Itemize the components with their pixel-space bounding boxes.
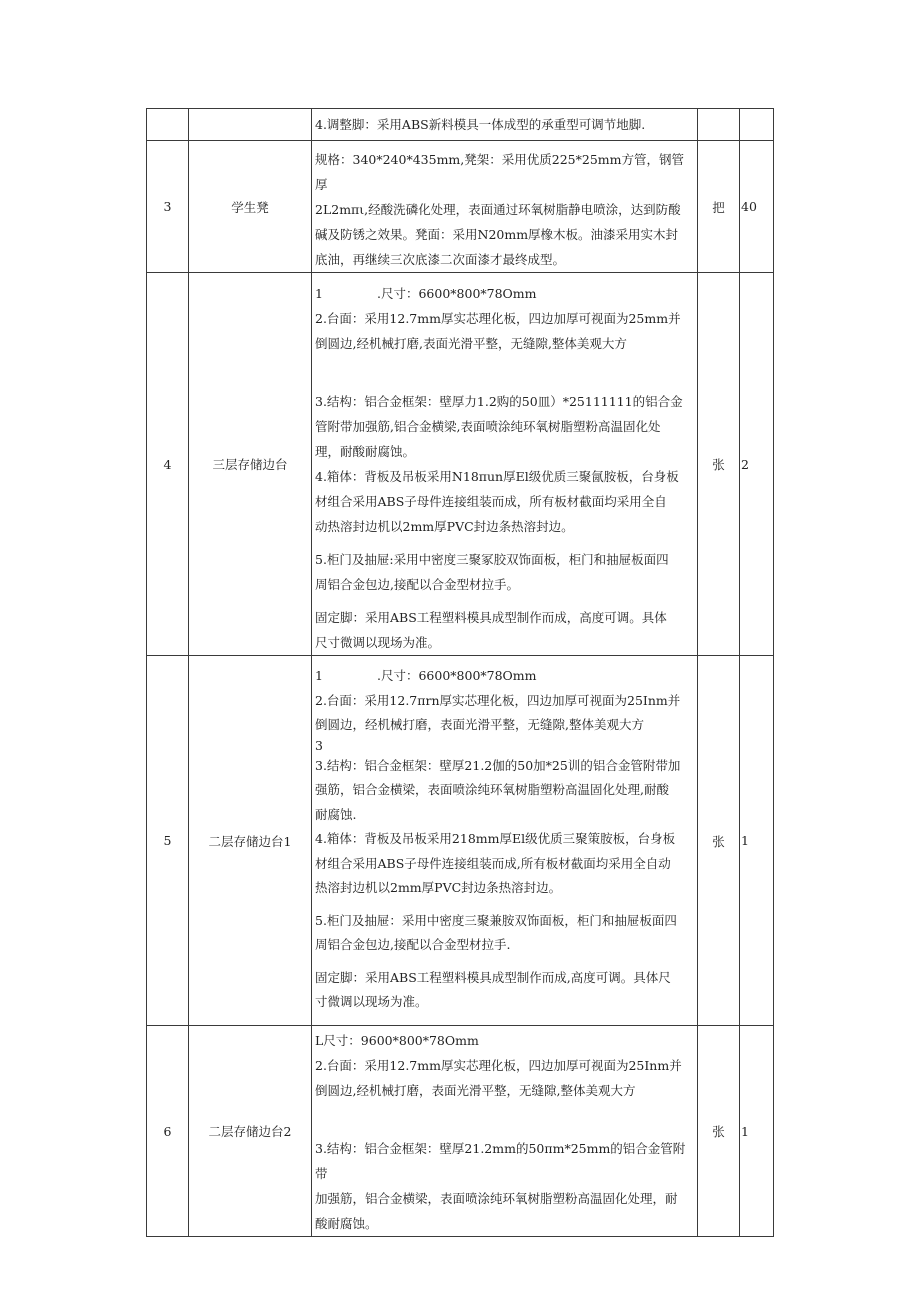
spec-line: 管附带加强筋,铝合金横梁,表面喷涂纯环氧树脂塑粉高温固化处 — [315, 419, 661, 434]
spec-line — [315, 664, 691, 689]
spec-line: 倒圆边，经机械打磨，表面光滑平整，无缝隙,整体美观大方 — [315, 717, 644, 732]
spec-line: 理，耐酸耐腐蚀。 — [315, 444, 416, 459]
spec-line: 4.箱体：背板及吊板采用218mm厚El级优质三聚策胺板，台身板 — [315, 831, 676, 846]
spec-line: 2L2mπι,经酸洗磷化处理，表面通过环氧树脂静电喷涂，达到防酸 — [315, 202, 681, 217]
spec-line: 5.柜门及抽屉:采用中密度三聚冢胶双饰面板，柜门和抽屉板面四 — [315, 552, 669, 567]
item-name-cell: 学生凳 — [189, 141, 312, 273]
spec-line-number: 1 — [315, 668, 323, 683]
item-spec-cell — [312, 656, 698, 1026]
item-number-cell — [147, 109, 189, 141]
spec-line: 固定脚：采用ABS工程塑料模具成型制作而成,高度可调。具体尺 — [315, 969, 671, 985]
spec-line: 加强筋，铝合金横梁，表面喷涂纯环氧树脂塑粉高温固化处理，耐 — [315, 1191, 678, 1206]
spec-line: 4.调整脚：采用ABS新料模具一体成型的承重型可调节地脚. — [315, 116, 646, 132]
item-unit-cell: 张 — [698, 1026, 740, 1237]
spec-line: 3.结构：铝合金框架：壁厚21.2伽的50加*25训的铝合金管附带加 — [315, 757, 681, 773]
spec-line: 材组合采用ABS子母件连接组装而成,所有板材截面均采用全自动 — [315, 855, 671, 871]
table-row — [147, 273, 774, 656]
spec-line: 4.箱体：背板及吊板采用N18πun厚El级优质三聚氤胺板，台身板 — [315, 469, 679, 484]
spec-line: 强筋，铝合金横梁，表面喷涂纯环氧树脂塑粉高温固化处理,耐酸 — [315, 782, 669, 797]
spec-line: 3.结构：铝合金框架：壁厚力1.2购的50皿）*25111111的铝合金 — [315, 394, 683, 409]
item-unit-cell — [698, 109, 740, 141]
spec-line: 底油，再继续三次底漆二次面漆才最终成型。 — [315, 252, 566, 267]
spec-line: 2.台面：采用12.7πrn厚实芯理化板，四边加厚可视面为25Inm并 — [315, 692, 681, 708]
item-number-cell: 6 — [147, 1026, 189, 1237]
spec-line: 尺寸微调以现场为准。 — [315, 635, 441, 650]
spec-line: 3.结构：铝合金框架：壁厚21.2mm的50πm*25mm的铝合金管附带 — [315, 1141, 686, 1181]
spec-line: 热溶封边机以2mm厚PVC封边条热溶封边。 — [315, 880, 562, 895]
item-qty-cell — [740, 109, 774, 141]
spec-line: 寸微调以现场为准。 — [315, 994, 428, 1009]
item-number-cell: 3 — [147, 141, 189, 273]
table-row — [147, 1026, 774, 1237]
spec-line-text: .尺寸：6600*800*78Omm — [377, 286, 537, 301]
spec-line: 耐腐蚀. — [315, 806, 357, 822]
spec-line: 固定脚：采用ABS工程塑料模具成型制作而成，高度可调。具体 — [315, 610, 667, 625]
spec-line: 2.台面：采用12.7mm厚实芯理化板，四边加厚可视面为25mm并 — [315, 311, 681, 326]
item-spec-cell — [312, 1026, 698, 1237]
item-spec-cell — [312, 141, 698, 273]
spec-line: 碱及防锈之效果。凳面：采用N20mm厚橡木板。油漆采用实木封 — [315, 227, 679, 242]
spec-line: 周铝合金包边,接配以合金型材拉手. — [315, 937, 511, 952]
spec-line: 材组合采用ABS子母件连接组装而成，所有板材截面均采用全自 — [315, 494, 667, 509]
spec-line: 3 — [315, 737, 323, 753]
item-qty-cell: 2 — [740, 273, 774, 656]
spec-line: L尺寸：9600*800*78Omm — [315, 1033, 479, 1048]
spec-line: 2.台面：采用12.7mm厚实芯理化板，四边加厚可视面为25Inm并 — [315, 1058, 682, 1073]
item-number-cell: 5 — [147, 656, 189, 1026]
spec-line: 酸耐腐蚀。 — [315, 1216, 378, 1231]
item-qty-cell: 1 — [740, 656, 774, 1026]
table-row — [147, 141, 774, 273]
table-row — [147, 656, 774, 1026]
item-name-cell — [189, 109, 312, 141]
item-name-cell: 三层存储边台 — [189, 273, 312, 656]
spec-line: 5.柜门及抽屉：采用中密度三聚兼胺双饰面板，柜门和抽屉板面四 — [315, 912, 677, 928]
spec-line: 动热溶封边机以2mm厚PVC封边条热溶封边。 — [315, 519, 574, 534]
equipment-spec-table — [146, 108, 774, 1237]
item-spec-cell — [312, 109, 698, 141]
item-qty-cell: 1 — [740, 1026, 774, 1237]
spec-line-number: 1 — [315, 286, 323, 301]
item-number-cell: 4 — [147, 273, 189, 656]
spec-line-text: .尺寸：6600*800*78Omm — [377, 668, 537, 683]
spec-line: 倒圆边,经机械打磨,表面光滑平整，无缝隙,整体美观大方 — [315, 336, 627, 351]
spec-line: 倒圆边,经机械打磨，表面光滑平整，无缝隙,整体美观大方 — [315, 1083, 636, 1098]
item-unit-cell: 张 — [698, 656, 740, 1026]
table-row — [147, 109, 774, 141]
item-qty-cell: 40 — [740, 141, 774, 273]
item-name-cell: 二层存储边台2 — [189, 1026, 312, 1237]
item-unit-cell: 把 — [698, 141, 740, 273]
item-name-cell: 二层存储边台1 — [189, 656, 312, 1026]
spec-line: 规格：340*240*435mm,凳架：采用优质225*25mm方管，钢管厚 — [315, 152, 684, 192]
spec-line: 周铝合金包边,接配以合金型材拉手。 — [315, 577, 519, 592]
item-unit-cell: 张 — [698, 273, 740, 656]
spec-line — [315, 281, 691, 306]
item-spec-cell — [312, 273, 698, 656]
